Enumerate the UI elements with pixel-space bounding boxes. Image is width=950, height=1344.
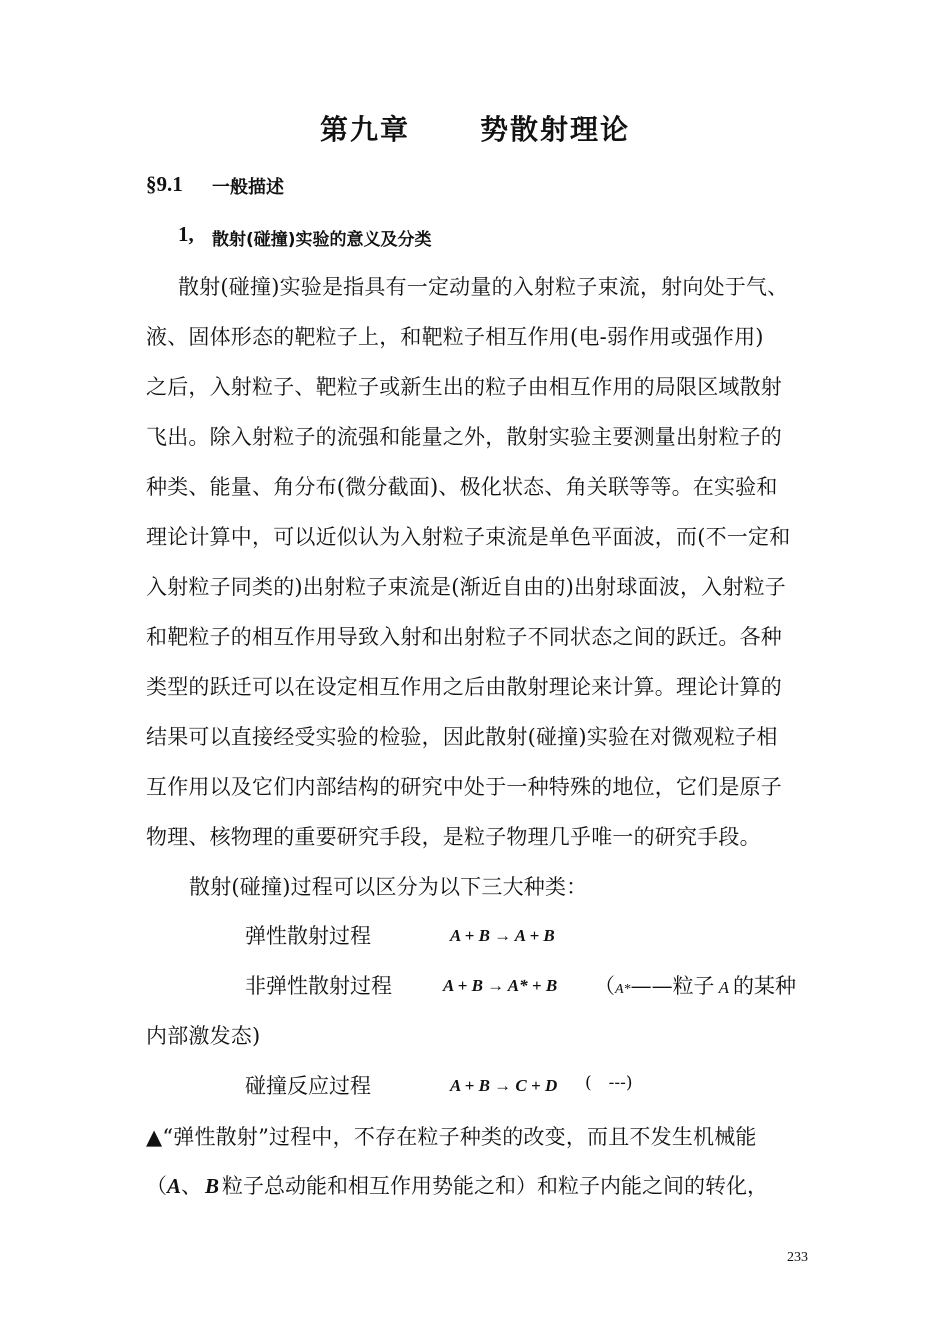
excited-symbol: A* [615,982,631,997]
note-line: ▲“弹性散射”过程中，不存在粒子种类的改变，而且不发生机械能 [146,1125,757,1149]
subsection-title: 散射(碰撞)实验的意义及分类 [212,230,432,250]
chapter-title [0,108,950,148]
page-number: 233 [787,1250,808,1265]
elastic-formula: A + B → A + B [450,926,555,945]
paragraph-line: 之后，入射粒子、靶粒子或新生出的粒子由相互作用的局限区域散射 [146,375,782,399]
subsection-number: 1, [178,222,194,246]
elastic-label: 弹性散射过程 [245,924,371,948]
chapter-number: 第九章 [319,113,410,146]
reaction-note: ( ---) [585,1073,633,1093]
particle-symbol: A [718,978,729,997]
paragraph-line: 散射(碰撞)实验是指具有一定动量的入射粒子束流，射向处于气、 [178,275,789,299]
reaction-label: 碰撞反应过程 [245,1074,371,1098]
section-title: 一般描述 [212,177,284,198]
paragraph-line: 理论计算中，可以近似认为入射粒子束流是单色平面波，而(不一定和 [146,525,791,549]
paragraph-line: 种类、能量、角分布(微分截面)、极化状态、角关联等等。在实验和 [146,475,778,499]
paragraph-line: 物理、核物理的重要研究手段，是粒子物理几乎唯一的研究手段。 [146,825,761,849]
symbol-a: A [167,1174,182,1198]
paragraph-line: 互作用以及它们内部结构的研究中处于一种特殊的地位，它们是原子 [146,775,782,799]
inelastic-continuation: 内部激发态) [146,1024,261,1048]
paragraph-line: 入射粒子同类的)出射粒子束流是(渐近自由的)出射球面波，入射粒子 [146,575,786,599]
symbol-b: B [205,1174,220,1198]
paragraph-line: 类型的跃迁可以在设定相互作用之后由散射理论来计算。理论计算的 [146,675,782,699]
paragraph-line: 飞出。除入射粒子的流强和能量之外，散射实验主要测量出射粒子的 [146,425,782,449]
inelastic-label: 非弹性散射过程 [245,974,392,998]
paragraph-line: 结果可以直接经受实验的检验，因此散射(碰撞)实验在对微观粒子相 [146,725,778,749]
reaction-formula: A + B → C + D [450,1076,558,1095]
section-number: §9.1 [146,172,183,196]
inelastic-note: （A*——粒子 A 的某种 [594,974,796,998]
chapter-name: 势散射理论 [480,113,631,146]
paragraph-line: 和靶粒子的相互作用导致入射和出射粒子不同状态之间的跃迁。各种 [146,625,782,649]
inelastic-formula: A + B → A* + B [443,976,558,995]
paragraph-line: 液、固体形态的靶粒子上，和靶粒子相互作用(电-弱作用或强作用) [146,325,764,349]
last-line: （A、 B 粒子总动能和相互作用势能之和）和粒子内能之间的转化， [146,1174,769,1198]
paragraph-line: 散射(碰撞)过程可以区分为以下三大种类： [189,875,588,899]
